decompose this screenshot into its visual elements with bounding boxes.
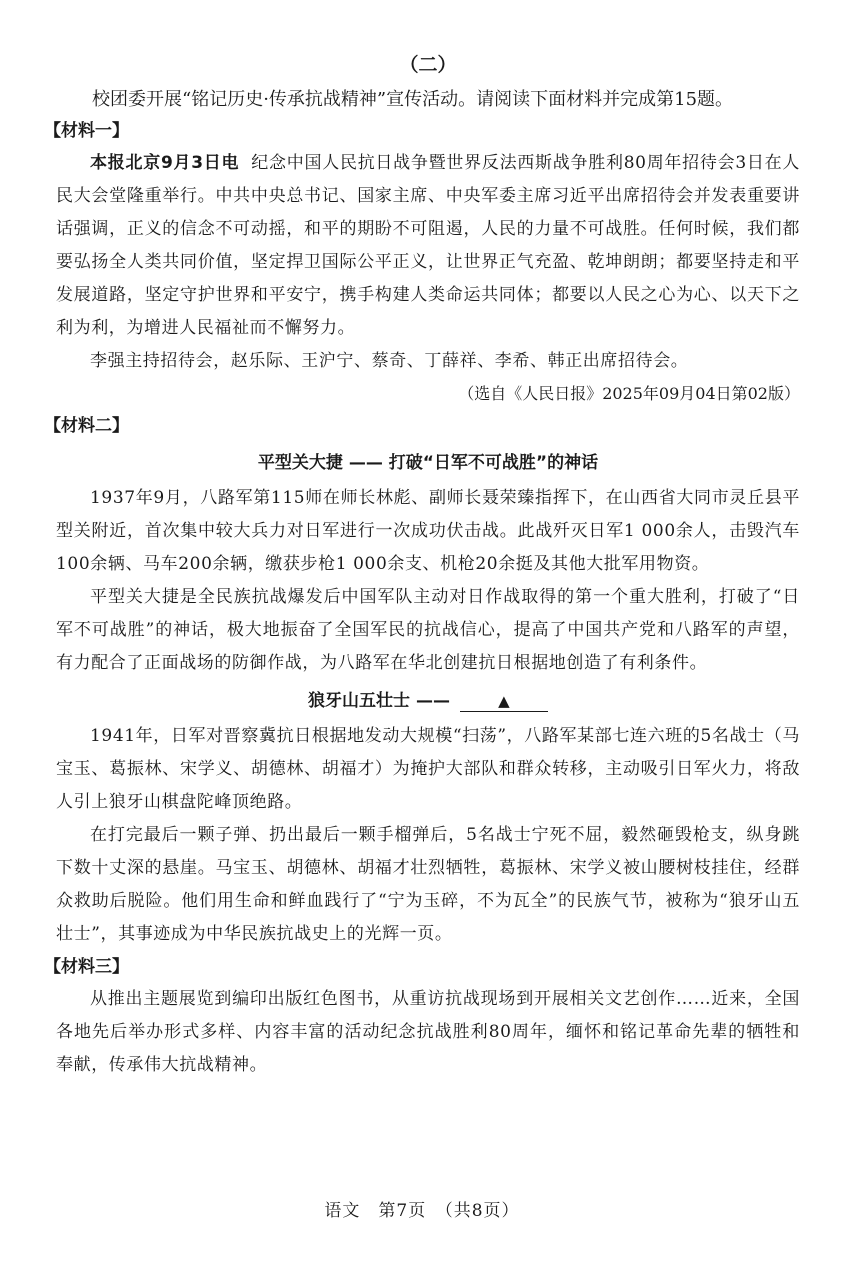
answer-blank: ▲	[460, 691, 548, 712]
material3-paragraph-1: 从推出主题展览到编印出版红色图书，从重访抗战现场到开展相关文艺创作……近来，全国各地先后举办形式多样、内容丰富的活动纪念抗战胜利80周年，缅怀和铭记革命先辈的牺牲和奉献，传承伟大抗战精神。	[56, 989, 800, 1075]
material2-label: 【材料二】	[44, 416, 129, 436]
material1-label: 【材料一】	[44, 121, 129, 141]
section-title: （二）	[399, 54, 457, 76]
material1-paragraph-2: 李强主持招待会，赵乐际、王沪宁、蔡奇、丁薛祥、李希、韩正出席招待会。	[90, 351, 689, 371]
material1-source: （选自《人民日报》2025年09月04日第02版）	[458, 384, 800, 403]
exam-page	[44, 50, 800, 1082]
story2-paragraph-2: 在打完最后一颗子弹、扔出最后一颗手榴弹后，5名战士宁死不屈，毅然砸毁枪支，纵身跳下数十丈深的悬崖。马宝玉、胡德林、胡福才壮烈牺牲，葛振林、宋学义被山腰树枝挂住，经群众救助后脱险。他们用生命和鲜血践行了“宁为玉碎，不为瓦全”的民族气节，被称为“狼牙山五壮士”，其事迹成为中华民族抗战史上的光辉一页。	[56, 825, 800, 944]
material3-label: 【材料三】	[44, 957, 129, 977]
story1-paragraph-1: 1937年9月，八路军第115师在师长林彪、副师长聂荣臻指挥下，在山西省大同市灵丘县平型关附近，首次集中较大兵力对日军进行一次成功伏击战。此战歼灭日军1 000余人，击毁汽车100余辆、马车200余辆，缴获步枪1 000余支、机枪20余挺及其他大批军用物资。	[56, 488, 800, 574]
story2-title-line	[56, 684, 800, 718]
story1-title: 平型关大捷 —— 打破“日军不可战胜”的神话	[257, 453, 599, 473]
story2-title: 狼牙山五壮士 ——	[308, 691, 450, 711]
news-dateline: 本报北京9月3日电	[90, 153, 240, 173]
material1-paragraph-1	[56, 147, 800, 345]
page-footer: 语文 第7页 （共8页）	[324, 1201, 520, 1221]
material1-p1-text: 纪念中国人民抗日战争暨世界反法西斯战争胜利80周年招待会3日在人民大会堂隆重举行。中共中央总书记、国家主席、中央军委主席习近平出席招待会并发表重要讲话强调，正义的信念不可动摇，和平的期盼不可阻遏，人民的力量不可战胜。任何时候，我们都要弘扬全人类共同价值，坚定捍卫国际公平正义，让世界正气充盈、乾坤朗朗；都要坚持走和平发展道路，坚定守护世界和平安宁，携手构建人类命运共同体；都要以人民之心为心、以天下之利为利，为增进人民福祉而不懈努力。	[56, 153, 800, 338]
story1-paragraph-2: 平型关大捷是全民族抗战爆发后中国军队主动对日作战取得的第一个重大胜利，打破了“日军不可战胜”的神话，极大地振奋了全国军民的抗战信心，提高了中国共产党和八路军的声望，有力配合了正面战场的防御作战，为八路军在华北创建抗日根据地创造了有利条件。	[56, 587, 800, 673]
section-intro: 校团委开展“铭记历史·传承抗战精神”宣传活动。请阅读下面材料并完成第15题。	[92, 89, 734, 110]
story2-paragraph-1: 1941年，日军对晋察冀抗日根据地发动大规模“扫荡”，八路军某部七连六班的5名战士（马宝玉、葛振林、宋学义、胡德林、胡福才）为掩护大部队和群众转移，主动吸引日军火力，将敌人引上狼牙山棋盘陀峰顶绝路。	[56, 726, 800, 812]
